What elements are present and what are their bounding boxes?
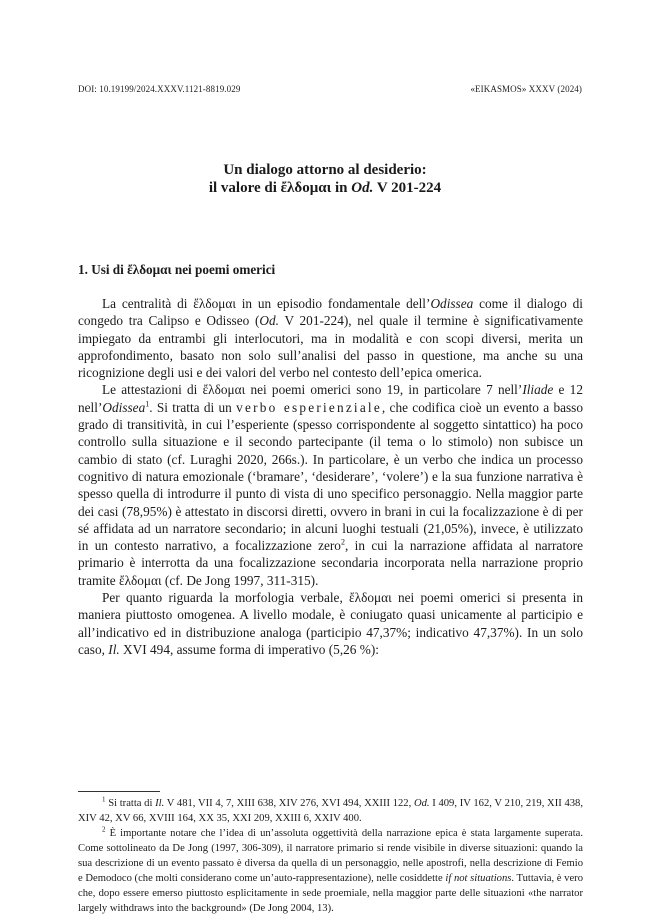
p3-italic-b: Il. xyxy=(108,641,120,657)
footnote-1-number: 1 xyxy=(102,795,106,804)
p1-italic-b: Odissea xyxy=(430,296,474,311)
footnote-1 xyxy=(78,796,583,826)
fn2-text-c: . Tuttavia, è vero che, dopo essere emerso piuttosto esplicitamente in sede proemiale, nella maggior parte delle situazioni «the narrator largely withdraws into the background» (De Jong 2004, 13). xyxy=(78,873,583,914)
p3-text-a: Per quanto riguarda la morfologia verbale, ἔλδομαι nei poemi omerici si presenta in maniera piuttosto omogenea. A livello modale, è coniugato quasi unicamente al participio e all’indicativo ed in distribuzione analoga (participio 47,37%; indicativo 47,37%). In un solo caso, xyxy=(78,590,583,657)
paragraph-1 xyxy=(78,295,583,381)
footnote-ref-1[interactable]: 1 xyxy=(145,399,150,409)
p2-italic-d: Odissea xyxy=(102,399,146,415)
p2-text-c: e 12 nell’ xyxy=(78,382,583,415)
footnote-2 xyxy=(78,826,583,916)
title-line-2-post: V 201-224 xyxy=(373,180,442,196)
p1-text-a: La centralità di ἔλδομαι in un episodio fondamentale dell’ xyxy=(102,296,431,311)
p2-text-h: , in cui la narrazione affidata al narratore primario è interrotta da una focalizzazione secondaria incorporata nella narrazione proprio tramite ἔλδομαι (cf. De Jong 1997, 311-315). xyxy=(78,538,583,588)
fn1-text-e: I 409, IV 162, V 210, 219, XII 438, XIV 42, XV 66, XVIII 164, XX 35, XXI 209, XXIII 6, XXIV 400. xyxy=(78,798,583,824)
fn1-italic-b: Il. xyxy=(155,798,165,809)
fn1-text-a: Si tratta di xyxy=(105,798,156,809)
fn2-italic-b: if not situations xyxy=(445,873,512,884)
fn2-text-a: È importante notare che l’idea di un’assoluta oggettività della narrazione epica è stata largamente superata. Come sottolineato da De Jong (1997, 306-309), il narratore primario si rende visibile in diverse situazioni: quando la sua descrizione di un evento passato è diversa da quella di un personaggio, nelle apostrofi, nella descrizione di Femio e Demodoco (che molti considerano come un’auto-rappresentazione), nelle cosiddette xyxy=(78,828,583,884)
journal-header: «EIKASMOS» XXXV (2024) xyxy=(470,84,582,94)
title-line-2 xyxy=(0,179,650,197)
p2-text-g: , che codifica cioè un evento a basso grado di transitività, in cui l’esperiente (spesso corrispondente al soggetto sintattico) ha poco controllo sulla situazione e il secondo partecipante (il tema o lo stimolo) non subisce un cambio di stato (cf. Luraghi 2020, 266s.). In particolare, è un verbo che indica un processo cognitivo di natura emozionale (‘bramare’, ‘desiderare’, ‘volere’) e la sua funzione narrativa è spesso quella di introdurre il punto di vista di uno specifico personaggio. Nella maggior parte dei casi (78,95%) è attestato in discorsi diretti, ovvero in brani in cui la focalizzazione è di per sé affidata ad un narratore secondario; in alcuni luoghi testuali (21,05%), invece, è utilizzato in un contesto narrativo, a focalizzazione zero xyxy=(78,399,583,554)
footnote-2-number: 2 xyxy=(102,825,106,834)
p1-text-e: V 201-224), nel quale il termine è significativamente impiegato da entrambi gli interlocutori, ma in modalità e con scopi diversi, merita un approfondimento, basato non solo sull’analisi del passo in questione, ma anche su una ricognizione degli usi e dei valori del verbo nel contesto dell’epica omerica. xyxy=(78,313,583,381)
section-heading: 1. Usi di ἔλδομαι nei poemi omerici xyxy=(78,262,276,277)
footnote-rule xyxy=(78,791,160,792)
paragraph-3 xyxy=(78,589,583,658)
fn1-italic-d: Od. xyxy=(413,798,430,809)
paragraph-2 xyxy=(78,381,583,589)
fn1-text-c: V 481, VII 4, 7, XIII 638, XIV 276, XVI 494, XXIII 122, xyxy=(164,798,414,809)
p2-spaced-term: verbo esperienziale xyxy=(236,399,382,415)
title-line-2-pre: il valore di ἔλδομαι in xyxy=(208,180,352,196)
p1-italic-d: Od. xyxy=(259,313,279,329)
p2-text-a: Le attestazioni di ἔλδομαι nei poemi omerici sono 19, in particolare 7 nell’ xyxy=(102,382,523,398)
p2-text-e: . Si tratta di un xyxy=(149,399,237,415)
title-line-2-italic: Od. xyxy=(351,180,374,196)
article-title xyxy=(0,161,650,197)
doi-header: DOI: 10.19199/2024.XXXV.1121-8819.029 xyxy=(78,84,241,94)
body-text xyxy=(78,295,583,658)
p1-text-c: come il dialogo di congedo tra Calipso e Odisseo ( xyxy=(78,296,583,329)
footnotes xyxy=(78,796,583,916)
title-line-1: Un dialogo attorno al desiderio: xyxy=(223,162,427,178)
footnote-ref-2[interactable]: 2 xyxy=(340,537,345,547)
p3-text-c: XVI 494, assume forma di imperativo (5,26 %): xyxy=(119,641,379,657)
p2-italic-b: Iliade xyxy=(522,382,554,398)
